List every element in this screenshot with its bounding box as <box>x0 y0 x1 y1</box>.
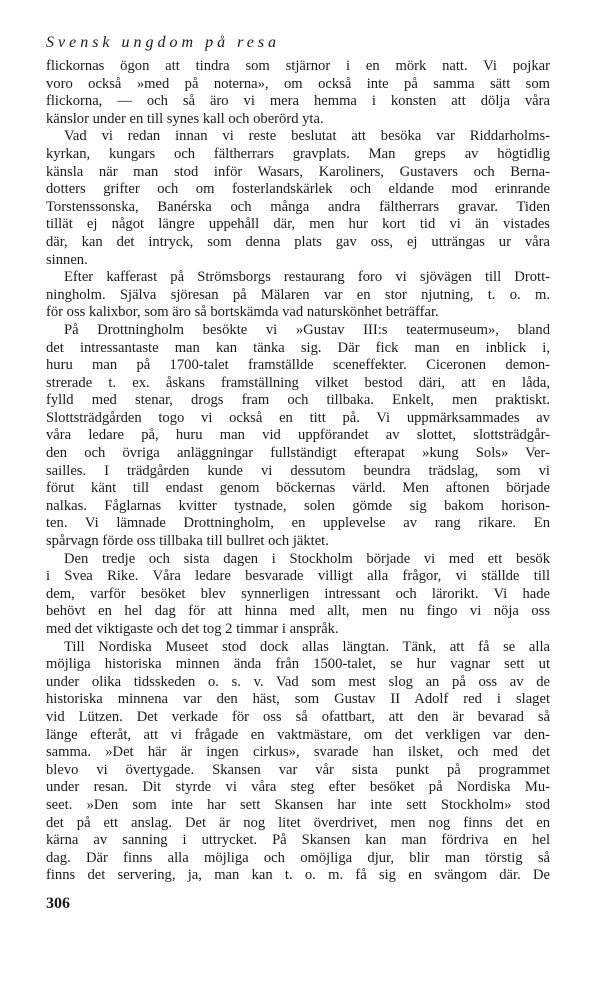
text-line: kyrkan, kungars och fältherrars gravplats. Man greps av högtidlig <box>46 145 550 162</box>
paragraph <box>46 551 550 639</box>
text-line: voro också »med på noterna», om också inte på samma sätt som <box>46 75 550 92</box>
text-line: möjliga historiska minnen ända från 1500-talet, se hur vagnar sett ut <box>46 656 550 673</box>
text-line: finns det servering, ja, man kan t. o. m. få sig en svängom där. De <box>46 867 550 884</box>
text-line: strerade t. ex. åskans framställning vilket bestod däri, att en låda, <box>46 374 550 391</box>
text-line: sailles. I trädgården kunde vi dessutom beundra trädslag, som vi <box>46 462 550 479</box>
text-line: Den tredje och sista dagen i Stockholm började vi med ett besök <box>64 550 550 567</box>
text-line: Till Nordiska Museet stod dock allas längtan. Tänk, att få se alla <box>64 638 550 655</box>
text-line: spårvagn förde oss tillbaka till bullret och jäktet. <box>46 533 329 550</box>
text-line: huru man på 1700-talet framställde sceneffekter. Ciceronen demon- <box>46 357 550 374</box>
body-text <box>46 58 550 885</box>
text-line: nalkas. Fåglarnas kvitter tystnade, solen gömde sig bakom horison- <box>46 497 550 514</box>
text-line: under olika tidsskeden o. s. v. Vad som mest slog an på oss av de <box>46 673 550 690</box>
text-line: samma. »Det här är ingen cirkus», svarade han ilsket, och med det <box>46 744 550 761</box>
text-line: tillät ej något längre uppehåll där, men hur kort tid vi än vistades <box>46 216 550 233</box>
text-line: Torstenssonska, Banérska och många andra fältherrars gravar. Tiden <box>46 198 550 215</box>
text-line: flickornas ögon att tindra som stjärnor i en mörk natt. Vi pojkar <box>46 58 550 74</box>
text-line: det intressantaste man kan tänka sig. Där fick man en inblick i, <box>46 339 550 356</box>
text-line: fylld med stenar, drogs fram och tillbaka. Enkelt, men praktiskt. <box>46 392 550 409</box>
paragraph <box>46 322 550 551</box>
text-line: dag. Där finns alla möjliga och omöjliga djur, blir man törstig så <box>46 849 550 866</box>
text-line: med det viktigaste och det tog 2 timmar i anspråk. <box>46 621 339 637</box>
text-line: blevo vi övertygade. Skansen var vår sista punkt på programmet <box>46 761 550 778</box>
paragraph <box>46 128 550 269</box>
text-line: kärna av sanning i uttrycket. På Skansen kan man fördriva en hel <box>46 832 550 849</box>
text-line: känslor under en till synes kall och oberörd yta. <box>46 110 324 127</box>
text-line: där, kan det intryck, som denna plats gav oss, ej utträngas ur våra <box>46 233 550 250</box>
text-line: våra ledare på, huru man vid uppförandet av slottet, slottsträdgår- <box>46 427 550 444</box>
text-line: dem, varför besöket blev synnerligen intressant och lärorikt. Vi hade <box>46 585 550 602</box>
text-line: förut känt till endast genom böckernas värld. Men aftonen började <box>46 480 550 497</box>
text-line: i Svea Rike. Våra ledare besvarade villigt alla frågor, vi ställde till <box>46 568 550 585</box>
paragraph <box>46 269 550 322</box>
text-line: ningholm. Själva sjöresan på Mälaren var en stor njutning, t. o. m. <box>46 286 550 303</box>
text-line: vid Lützen. Det verkade för oss så ofattbart, att den är bevarad så <box>46 708 550 725</box>
text-line: sinnen. <box>46 251 88 268</box>
paragraph <box>46 639 550 885</box>
text-line: På Drottningholm besökte vi »Gustav III:s teatermuseum», bland <box>64 321 550 338</box>
text-line: flickorna, — och så äro vi mera hemma i konsten att dölja våra <box>46 93 550 110</box>
paragraph <box>46 58 550 128</box>
text-line: den och övriga anläggningar fullständigt efterapat »kung Sols» Ver- <box>46 445 550 462</box>
text-line: länge efteråt, att vi frågade en vaktmästare, om det verkligen var den- <box>46 726 550 743</box>
text-line: Vad vi redan innan vi reste beslutat att besöka var Riddarholms- <box>64 128 550 145</box>
text-line: för oss kalixbor, som äro så bortskämda vad naturskönhet beträffar. <box>46 304 439 321</box>
text-line: behövt en hel dag för att hinna med allt, men nu fingo vi nöja oss <box>46 603 550 620</box>
text-line: ten. Vi lämnade Drottningholm, en upplevelse av rang rikare. En <box>46 515 550 532</box>
text-line: det på ett anslag. Det är nog litet överdrivet, men nog finns det en <box>46 814 550 831</box>
page-number: 306 <box>46 895 70 912</box>
text-line: dotters grifter och om fosterlandskärlek och eldande mod erinrande <box>46 181 550 198</box>
text-line: Slottsträdgården togo vi också en titt på. Vi uppmärksammades av <box>46 409 550 426</box>
text-line: Efter kafferast på Strömsborgs restaurang foro vi sjövägen till Drott- <box>64 269 550 286</box>
text-line: historiska minnena var den häst, som Gustav II Adolf red i slaget <box>46 691 550 708</box>
text-line: känsla när man stod inför Wasars, Karoliners, Gustavers och Berna- <box>46 163 550 180</box>
text-line: seet. »Den som inte har sett Skansen har inte sett Stockholm» stod <box>46 796 550 813</box>
text-line: under resan. Dit styrde vi våra steg efter besöket på Nordiska Mu- <box>46 779 550 796</box>
running-head: Svensk ungdom på resa <box>46 34 281 51</box>
